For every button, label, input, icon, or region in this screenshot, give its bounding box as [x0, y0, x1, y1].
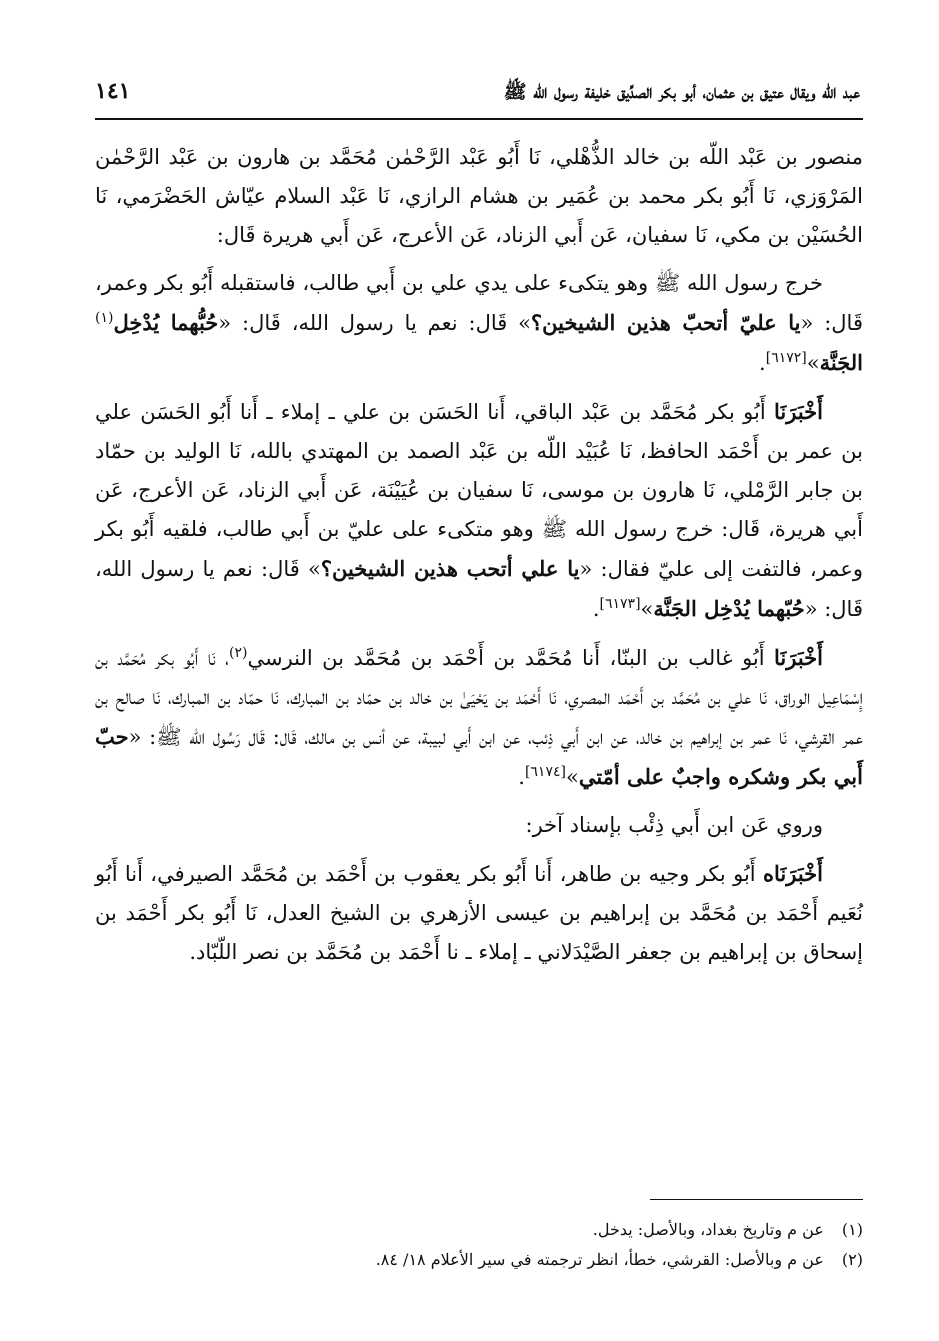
footnotes	[95, 1215, 863, 1275]
hadith-reference: [٦١٧٣]	[599, 596, 641, 612]
hadith-text: حبّ أَبي بكر وشكره واجبٌ على أمّتي	[95, 724, 863, 789]
hadith-reference: [٦١٧٢]	[765, 350, 807, 366]
footnote-text: عن م وتاريخ بغداد، وبالأصل: يدخل.	[592, 1220, 824, 1239]
hadith-text: حُبّهما يُدْخِل الجَنَّة	[653, 596, 805, 621]
footnote-number: (٢)	[841, 1250, 863, 1269]
hadith-text: يا علي أتحب هذين الشيخين؟	[320, 556, 580, 581]
footnote	[95, 1245, 863, 1275]
running-title: عبد الله ويقال عتيق بن عثمان، أبو بكر الصدِّيق خليفة رسول الله ﷺ	[503, 81, 860, 103]
paragraph	[95, 806, 863, 845]
text-segment: أَبُو بكر مُحَمَّد بن عَبْد الباقي، أَنا الحَسَن بن علي ـ إملاء ـ أَنا أَبُو الحَسَن علي بن عمر بن أَحْمَد الحافظ، نَا عُبَيْد اللّه بن عَبْد الصمد بن المهتدي بالله، نَا الوليد بن حمّاد بن جابر الرَّمْلي، نَا هارون بن موسى، نَا سفيان بن عُيَيْنَة، عَن أَبي الزناد، عَن الأعرج، عَن أَبي هريرة، قَال: خرج رسول الله ﷺ وهو متكىء على عليّ بن أَبي طالب، فلقيه أَبُو بكر وعمر، فالتفت إلى عليّ فقال: «	[95, 400, 863, 581]
footnote	[95, 1215, 863, 1245]
chain-opener: أَخْبَرَنَا	[774, 399, 823, 424]
paragraph	[95, 638, 863, 797]
page-header	[95, 78, 860, 112]
paragraph	[95, 854, 863, 972]
text-segment: ، نَا أَبُو بكر مُحَمَّد بن إِسْمَاعِيل الوراق، نَا علي بن مُحَمَّد بن أَحْمَد المصري، نَا أَحْمَد بن يَحْيَىٰ بن خالد بن حمّاد بن المبارك، نَا حمّاد بن المبارك، نَا صالح بن عمر القرشي، نَا عمر بن إبراهيم بن خالد، عن ابن أَبي ذِئب، عن ابن أَبي لبيبة، عن أنس بن مالك، قَال: قَال رَسُول الله ﷺ: «	[95, 646, 864, 749]
text-segment: » قَال: نعم يا رسول الله، قَال: «	[218, 311, 532, 335]
text-segment: »	[565, 765, 579, 789]
header-divider	[95, 118, 863, 120]
text-segment: أَبُو غالب بن البنّا، أَنا مُحَمَّد بن أَحْمَد بن مُحَمَّد بن النرسي	[247, 646, 775, 670]
main-text	[95, 138, 863, 972]
chain-opener: أَخْبَرَنَا	[774, 645, 823, 670]
text-segment: .	[759, 351, 766, 375]
text-segment: .	[518, 765, 525, 789]
footnote-text: عن م وبالأصل: القرشي، خطأ، انظر ترجمته في سير الأعلام ١٨/ ٨٤.	[375, 1250, 824, 1269]
text-segment: »	[806, 351, 820, 375]
text-segment: .	[592, 597, 600, 621]
footnote-divider	[650, 1199, 863, 1200]
text-segment: » قَال: نعم يا رسول الله، قَال: «	[95, 557, 863, 621]
footnote-marker: (٢)	[229, 645, 248, 661]
footnote-number: (١)	[841, 1220, 863, 1239]
page-number: ١٤١	[95, 78, 131, 104]
text-segment: أَبُو بكر وجيه بن طاهر، أَنا أَبُو بكر يعقوب بن أَحْمَد بن مُحَمَّد الصيرفي، أَنا أَبُو نُعَيم أَحْمَد بن مُحَمَّد بن إبراهيم بن عيسى الأزهري بن الشيخ العدل، نَا أَبُو بكر أَحْمَد بن إسحاق بن إبراهيم بن جعفر الصَّيْدَلاني ـ إملاء ـ نا أَحْمَد بن مُحَمَّد بن نصر اللّبّاد.	[95, 862, 863, 964]
text-segment: وروي عَن ابن أَبي ذِئْب بإسناد آخر:	[525, 813, 823, 837]
hadith-reference: [٦١٧٤]	[524, 764, 566, 780]
hadith-text: يا عليّ أتحبّ هذين الشيخين؟	[531, 310, 801, 335]
chain-opener: أَخْبَرَنَاه	[763, 861, 823, 886]
footnote-marker: (١)	[95, 310, 114, 326]
text-segment: »	[640, 597, 654, 621]
paragraph	[95, 264, 863, 383]
paragraph	[95, 392, 863, 629]
text-segment: خرج رسول الله ﷺ وهو يتكىء على يدي علي بن أَبي طالب، فاستقبله أَبُو بكر وعمر، قَال: «	[95, 271, 863, 335]
text-segment: منصور بن عَبْد اللّه بن خالد الذُّهْلي، نَا أَبُو عَبْد الرَّحْمٰن مُحَمَّد بن هارون بن عَبْد الرَّحْمٰن المَرْوَزي، نَا أَبُو بكر محمد بن عُمَير بن هشام الرازي، نَا عَبْد السلام عيّاش الحَضْرَمي، نَا الحُسَيْن بن مكي، نَا سفيان، عَن أَبي الزناد، عَن الأعرج، عَن أَبي هريرة قَال:	[95, 145, 863, 247]
hadith-text: حُبُّهما يُدْخِل	[113, 310, 219, 335]
hadith-text: الجَنَّة	[819, 350, 863, 375]
paragraph	[95, 138, 863, 255]
